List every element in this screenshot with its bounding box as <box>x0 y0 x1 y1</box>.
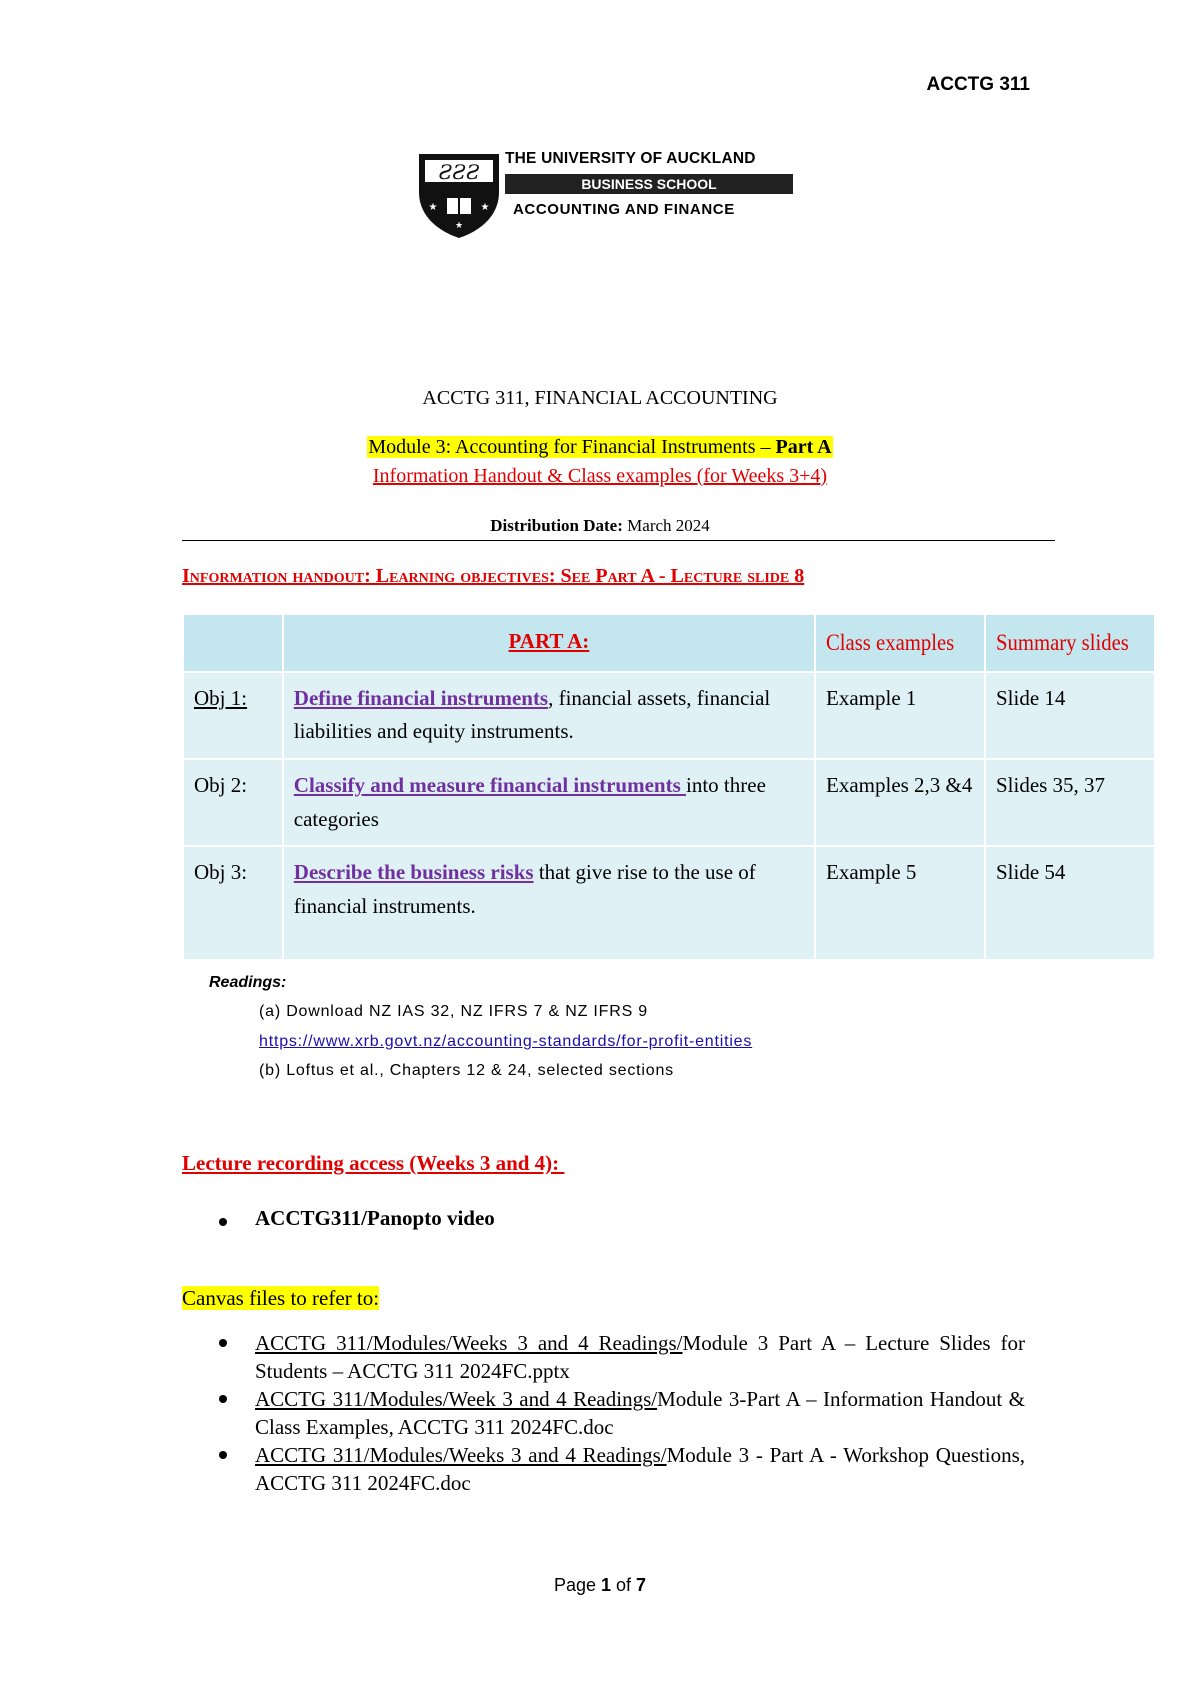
course-title: ACCTG 311, FINANCIAL ACCOUNTING <box>422 387 778 409</box>
university-logo <box>417 150 797 240</box>
reading-a: (a) Download NZ IAS 32, NZ IFRS 7 & NZ IFRS 9 <box>259 1003 648 1020</box>
objective-rest: , financial assets, financial liabilities and equity instruments. <box>293 685 771 744</box>
objectives-table <box>182 613 1156 961</box>
university-crest-icon <box>417 152 501 240</box>
header-class-examples: Class examples <box>826 630 955 655</box>
objective-link[interactable]: Describe the business risks <box>293 860 534 885</box>
bullet-icon <box>219 1395 227 1403</box>
objective-example: Example 5 <box>815 846 985 960</box>
canvas-file-path[interactable]: ACCTG 311/Modules/Weeks 3 and 4 Readings/ <box>255 1331 683 1355</box>
module-title-prefix: Module 3: Accounting for Financial Instruments – <box>368 436 776 458</box>
page-total: 7 <box>636 1575 647 1595</box>
objectives-heading: Information handout: Learning objectives: See Part A - Lecture slide 8 <box>182 565 805 587</box>
objective-description <box>283 846 815 960</box>
distribution-date-label: Distribution Date: <box>490 516 623 535</box>
canvas-file-path[interactable]: ACCTG 311/Modules/Weeks 3 and 4 Readings/ <box>255 1443 667 1467</box>
canvas-file-item <box>255 1385 1025 1441</box>
page-current: 1 <box>601 1575 612 1595</box>
objective-example: Example 1 <box>815 672 985 759</box>
objective-slide: Slides 35, 37 <box>985 759 1155 846</box>
header-course-code: ACCTG 311 <box>926 74 1030 95</box>
canvas-file-item <box>255 1329 1025 1385</box>
module-title <box>0 436 1200 459</box>
page-number <box>0 1575 1200 1596</box>
panopto-video-item: ACCTG311/Panopto video <box>255 1206 495 1230</box>
header-empty-cell <box>183 614 283 672</box>
logo-university-name: THE UNIVERSITY OF AUCKLAND <box>505 150 756 167</box>
objective-label: Obj 3: <box>183 846 283 960</box>
table-row <box>183 846 1155 960</box>
canvas-file-path[interactable]: ACCTG 311/Modules/Week 3 and 4 Readings/ <box>255 1387 658 1411</box>
reading-b: (b) Loftus et al., Chapters 12 & 24, selected sections <box>259 1062 674 1079</box>
objective-slide: Slide 54 <box>985 846 1155 960</box>
canvas-files-heading <box>182 1286 379 1311</box>
table-row <box>183 759 1155 846</box>
objective-rest: into three categories <box>293 772 766 831</box>
page-word: Page <box>553 1575 601 1595</box>
objective-label: Obj 2: <box>183 759 283 846</box>
header-summary-slides: Summary slides <box>995 630 1129 655</box>
page-of-word: of <box>611 1575 637 1595</box>
canvas-files-heading-text: Canvas files to refer to: <box>182 1286 380 1310</box>
canvas-file-name: Module 3 - Part A - Workshop Questions, ACCTG 311 2024FC.doc <box>255 1443 1025 1495</box>
xrb-standards-link[interactable]: https://www.xrb.govt.nz/accounting-standards/for-profit-entities <box>259 1033 753 1050</box>
objective-link[interactable]: Classify and measure financial instruments <box>293 772 687 797</box>
module-title-part: Part A <box>775 436 832 458</box>
objective-description <box>283 672 815 759</box>
header-class-examples-cell <box>815 614 985 672</box>
logo-department: ACCOUNTING AND FINANCE <box>513 201 735 218</box>
objective-example: Examples 2,3 &4 <box>815 759 985 846</box>
bullet-icon <box>219 1218 227 1226</box>
bullet-icon <box>219 1339 227 1347</box>
logo-business-school: BUSINESS SCHOOL <box>505 174 793 194</box>
bullet-icon <box>219 1451 227 1459</box>
objective-description <box>283 759 815 846</box>
header-summary-slides-cell <box>985 614 1155 672</box>
objectives-table-header <box>183 614 1155 672</box>
canvas-file-name: Module 3 Part A – Lecture Slides for Students – ACCTG 311 2024FC.pptx <box>255 1331 1026 1383</box>
objective-label: Obj 1: <box>183 672 283 759</box>
objective-link[interactable]: Define financial instruments <box>293 685 549 710</box>
objective-rest: that give rise to the use of financial instruments. <box>293 860 756 918</box>
svg-text:★: ★ <box>454 220 464 230</box>
distribution-date-value: March 2024 <box>622 516 710 535</box>
readings-title: Readings: <box>209 974 287 991</box>
handout-subtitle: Information Handout & Class examples (for Weeks 3+4) <box>372 465 828 487</box>
svg-text:★: ★ <box>428 202 438 213</box>
lecture-recording-heading: Lecture recording access (Weeks 3 and 4): <box>182 1151 565 1175</box>
canvas-file-name: Module 3-Part A – Information Handout & Class Examples, ACCTG 311 2024FC.doc <box>255 1387 1025 1439</box>
table-row <box>183 672 1155 759</box>
canvas-file-item <box>255 1441 1025 1497</box>
svg-text:★: ★ <box>480 202 490 213</box>
header-part-a: PART A: <box>283 614 815 672</box>
svg-text:ƧƧƧ: ƧƧƧ <box>438 160 480 184</box>
objective-slide: Slide 14 <box>985 672 1155 759</box>
title-divider <box>182 540 1055 541</box>
distribution-date <box>0 516 1200 536</box>
